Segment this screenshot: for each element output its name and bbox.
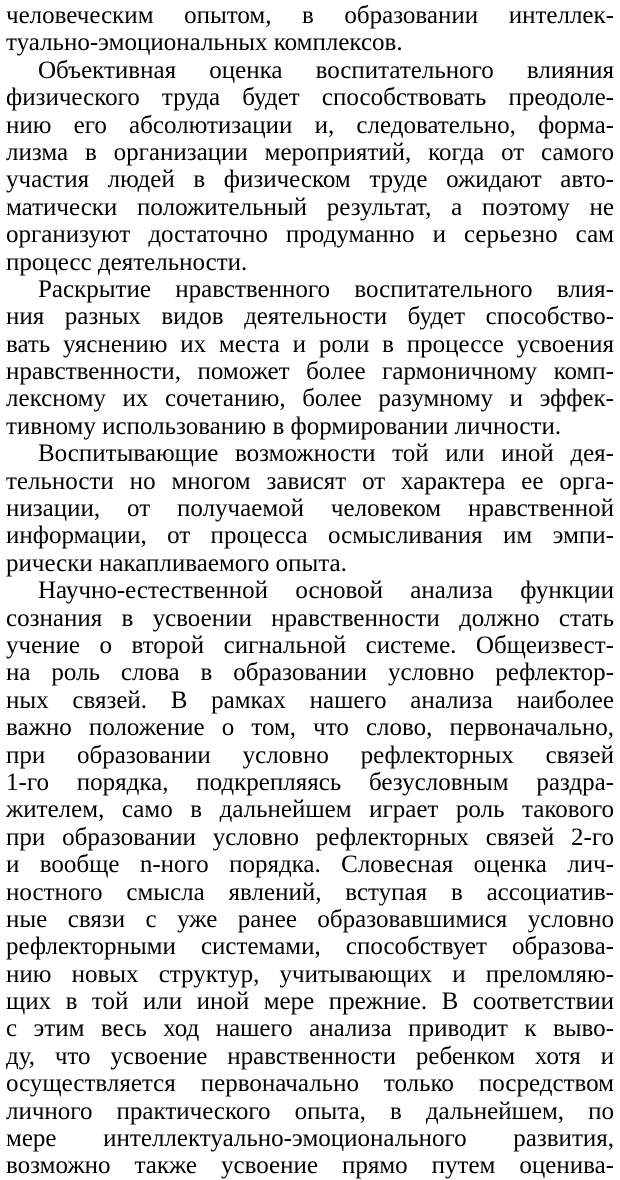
text-line: сознания в усвоении нравственности должно стать — [6, 604, 614, 632]
text-line: лизма в организации мероприятий, когда от самого — [6, 138, 614, 166]
text-line: ные связи с уже ранее образовавшимися условно — [6, 905, 614, 933]
text-line: ду, что усвоение нравственности ребенком хотя и — [6, 1042, 614, 1070]
text-line: организуют достаточно продуманно и серьезно сам — [6, 221, 614, 249]
text-line: информации, от процесса осмысливания им эмпи- — [6, 522, 614, 550]
text-line: процесс деятельности. — [6, 248, 248, 276]
text-line: человеческим опытом, в образовании интеллек- — [6, 2, 614, 29]
text-line: мере интеллектуально-эмоционального развития, — [6, 1125, 614, 1153]
text-line: ных связей. В рамках нашего анализа наиболее — [6, 686, 614, 714]
text-line: личного практического опыта, в дальнейшем, по — [6, 1097, 614, 1125]
paragraph — [6, 276, 614, 440]
text-line: Раскрытие нравственного воспитательного влия- — [38, 275, 614, 303]
text-line: на роль слова в образовании условно рефлектор- — [6, 659, 614, 687]
text-line: физического труда будет способствовать преодоле- — [6, 84, 614, 112]
text-line: рически накапливаемого опыта. — [6, 549, 347, 577]
text-line: ния разных видов деятельности будет способство- — [6, 303, 614, 331]
text-line: возможно также усвоение прямо путем оценива- — [6, 1152, 614, 1180]
text-line: при образовании условно рефлекторных связей 2-го — [6, 823, 614, 851]
text-line: Воспитывающие возможности той или иной дея- — [38, 440, 614, 468]
paragraph — [6, 440, 614, 577]
text-line: Объективная оценка воспитательного влияния — [38, 56, 614, 84]
text-line: при образовании условно рефлекторных связей — [6, 741, 614, 769]
text-line: лексному их сочетанию, более разумному и эффек- — [6, 385, 614, 413]
text-line: рефлекторными системами, способствует образова- — [6, 933, 614, 961]
text-line: вать уяснению их места и роли в процессе усвоения — [6, 330, 614, 358]
text-line: щих в той или иной мере прежние. В соответствии — [6, 988, 614, 1016]
text-line: туально-эмоциональных комплексов. — [6, 29, 403, 57]
text-line: осуществляется первоначально только посредством — [6, 1070, 614, 1098]
text-line: жителем, само в дальнейшем играет роль такового — [6, 796, 614, 824]
text-line: и вообще n-ного порядка. Словесная оценка лич- — [6, 851, 614, 879]
text-line: ностного смысла явлений, вступая в ассоциатив- — [6, 878, 614, 906]
paragraph — [6, 2, 614, 57]
text-line: низации, от получаемой человеком нравственной — [6, 495, 614, 523]
text-line: 1-го порядка, подкрепляясь безусловным раздра- — [6, 768, 614, 796]
text-line: тельности но многом зависят от характера ее орга- — [6, 467, 614, 495]
text-line: нравственности, поможет более гармоничному комп- — [6, 358, 614, 386]
body-text — [6, 2, 614, 1180]
text-line: важно положение о том, что слово, первоначально, — [6, 714, 614, 742]
text-line: матически положительный результат, а поэтому не — [6, 193, 614, 221]
text-line: учение о второй сигнальной системе. Общеизвест- — [6, 631, 614, 659]
text-line: тивному использованию в формировании личности. — [6, 412, 562, 440]
text-line: нию новых структур, учитывающих и преломляю- — [6, 960, 614, 988]
paragraph — [6, 57, 614, 276]
text-line: участия людей в физическом труде ожидают авто- — [6, 166, 614, 194]
paragraph — [6, 577, 614, 1180]
text-line: с этим весь ход нашего анализа приводит к выво- — [6, 1015, 614, 1043]
text-line: нию его абсолютизации и, следовательно, форма- — [6, 111, 614, 139]
text-line: Научно-естественной основой анализа функции — [38, 577, 614, 605]
